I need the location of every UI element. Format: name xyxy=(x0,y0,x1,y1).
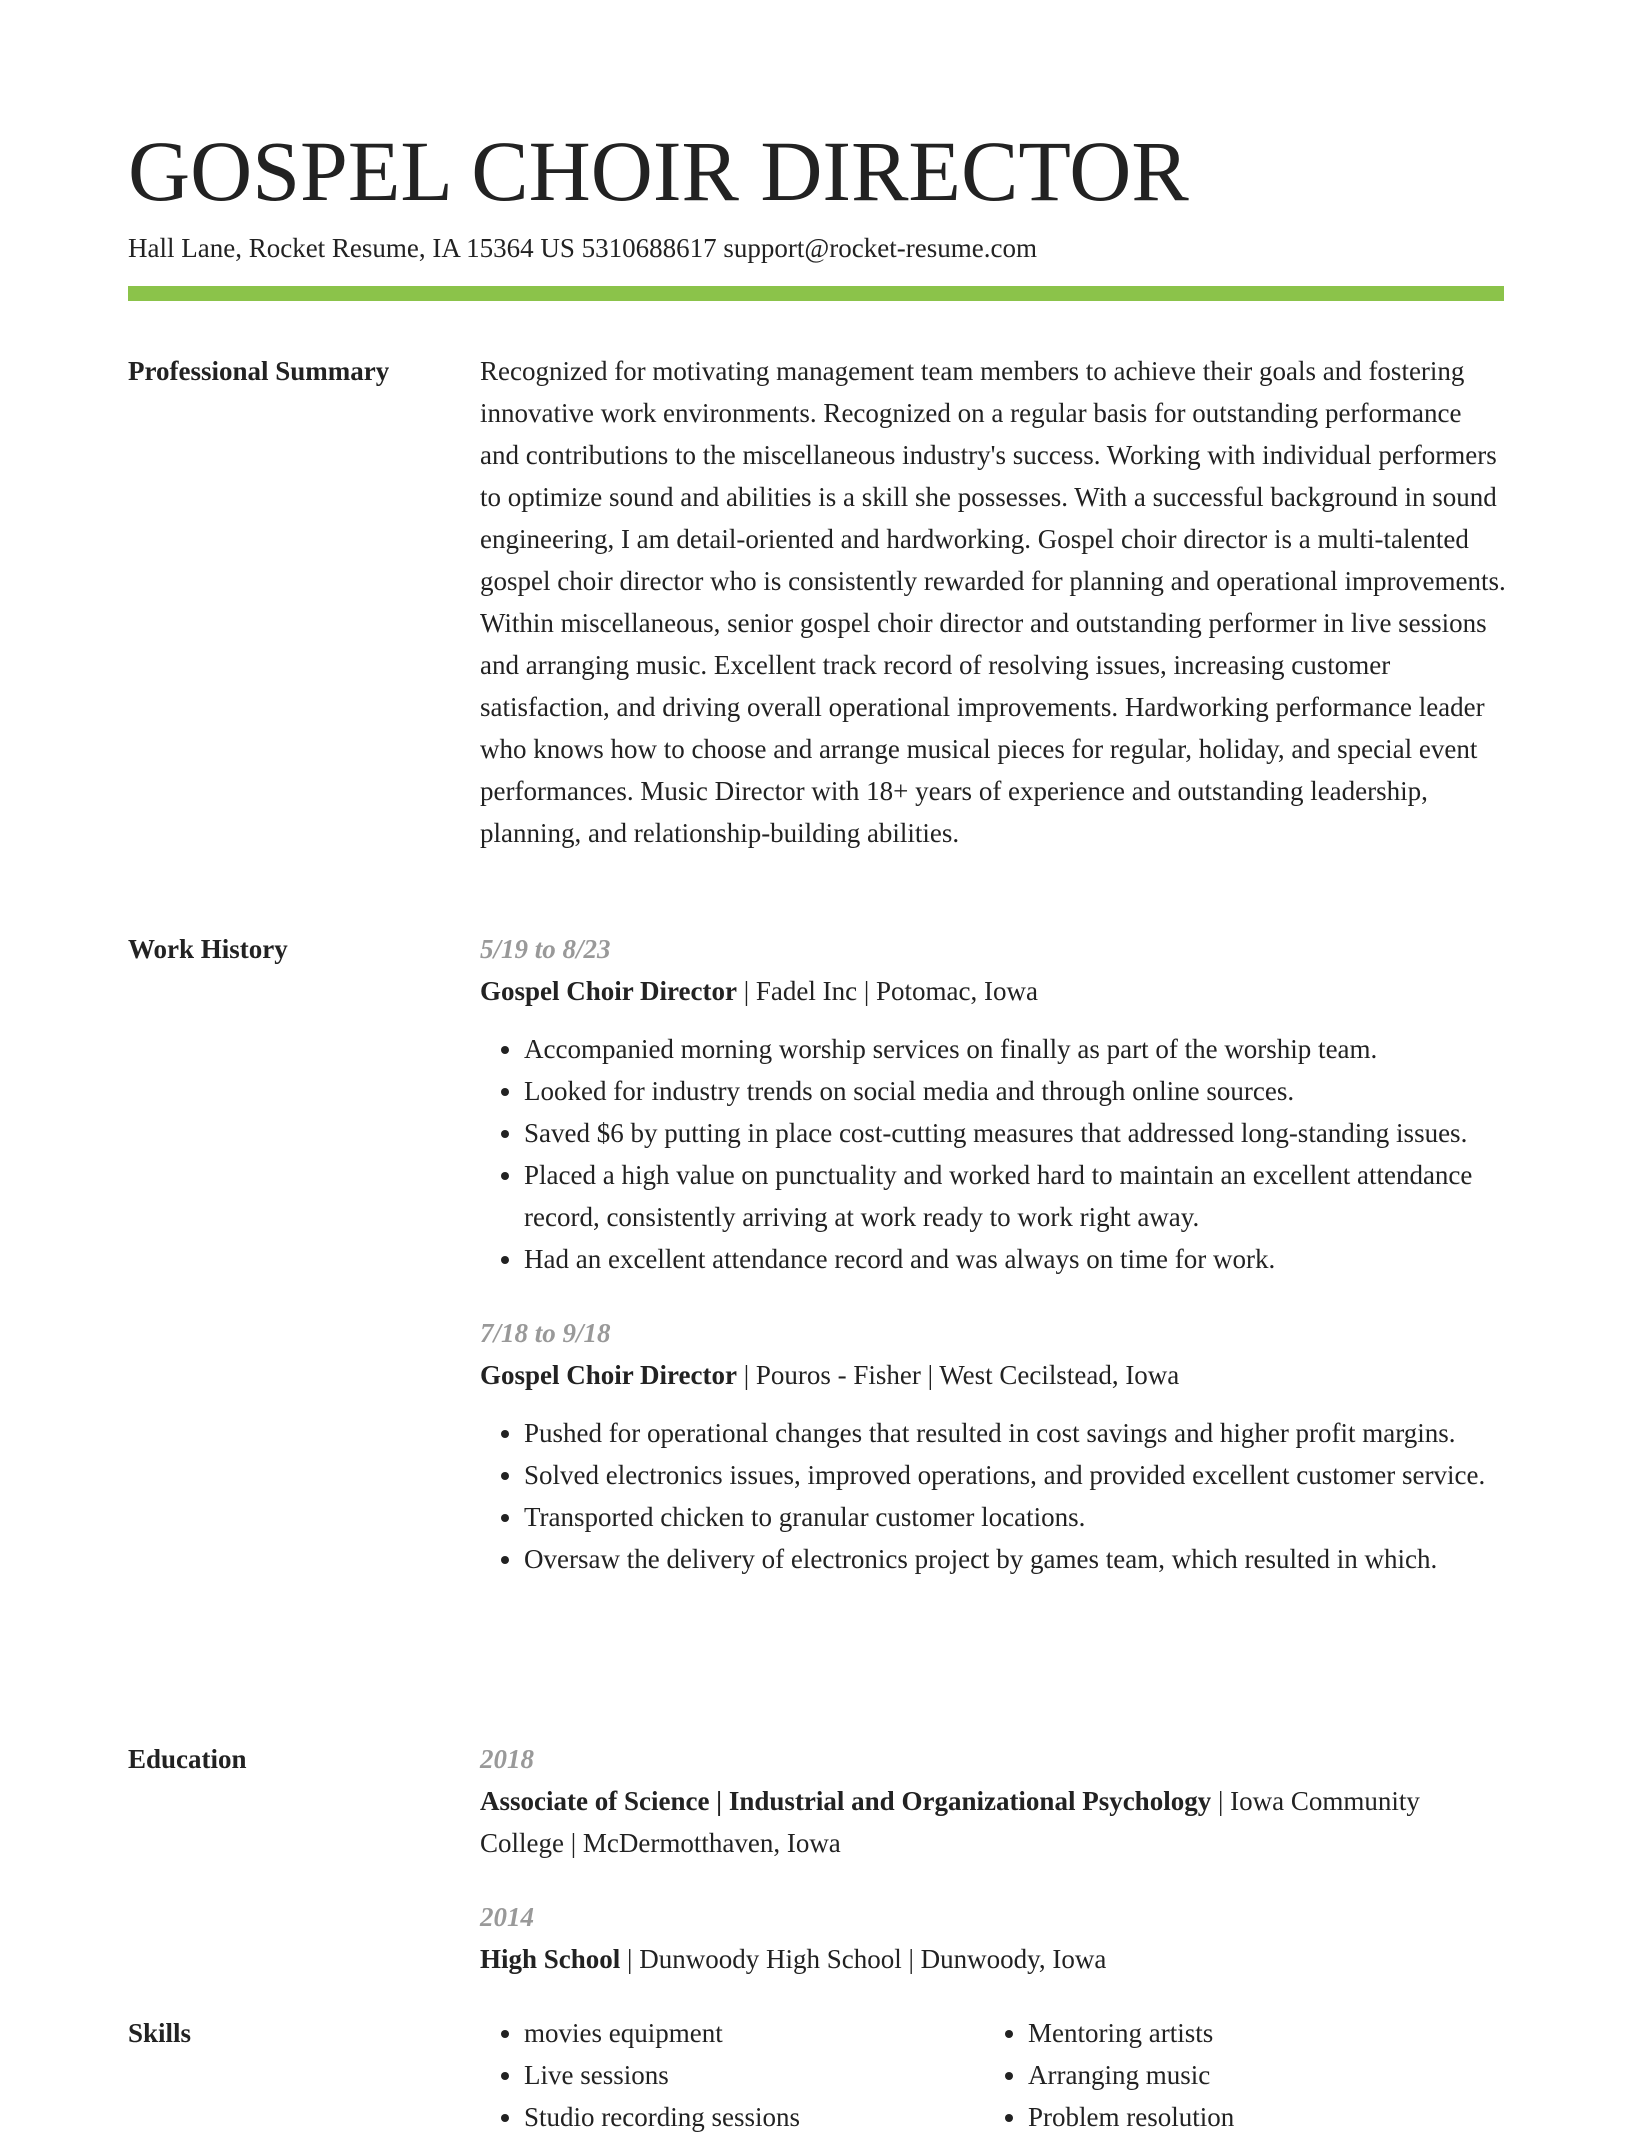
list-item: • Saved $6 by putting in place cost-cutting measures that addressed long-standing issues. xyxy=(524,1112,1506,1154)
job-employer: | Pouros - Fisher | West Cecilstead, Iowa xyxy=(736,1360,1180,1390)
skills-column-left xyxy=(480,2012,984,2138)
resume-title: GOSPEL CHOIR DIRECTOR xyxy=(128,123,1189,219)
skills-heading: Skills xyxy=(128,2018,192,2048)
school-info: | Iowa Community College | McDermotthaven, Iowa xyxy=(480,1786,1420,1858)
list-item: • Mentoring artists xyxy=(1028,2012,1488,2054)
job-employer: | Fadel Inc | Potomac, Iowa xyxy=(736,976,1038,1006)
job-title-line xyxy=(480,1354,1506,1396)
list-item: • Transported chicken to granular customer locations. xyxy=(524,1496,1506,1538)
education-detail xyxy=(480,1780,1506,1864)
header-divider xyxy=(128,286,1504,301)
list-item: • Had an excellent attendance record and was always on time for work. xyxy=(524,1238,1506,1280)
skills-column-right xyxy=(984,2012,1488,2138)
list-item: • Solved electronics issues, improved operations, and provided excellent customer service. xyxy=(524,1454,1506,1496)
degree-name: High School xyxy=(480,1944,621,1974)
job-dates: 5/19 to 8/23 xyxy=(480,934,611,964)
job-title: Gospel Choir Director xyxy=(480,976,737,1006)
list-item: • Oversaw the delivery of electronics project by games team, which resulted in which. xyxy=(524,1538,1506,1580)
skills-columns xyxy=(480,2012,1506,2138)
job-dates: 7/18 to 9/18 xyxy=(480,1318,611,1348)
school-info: | Dunwoody High School | Dunwoody, Iowa xyxy=(620,1944,1107,1974)
job-entry xyxy=(480,928,1506,1280)
job-bullets xyxy=(480,1028,1506,1280)
work-history-heading: Work History xyxy=(128,934,288,964)
education-heading: Education xyxy=(128,1744,247,1774)
list-item: • Accompanied morning worship services on finally as part of the worship team. xyxy=(524,1028,1506,1070)
contact-info: Hall Lane, Rocket Resume, IA 15364 US 5310688617 support@rocket-resume.com xyxy=(128,233,1037,263)
list-item: • Pushed for operational changes that resulted in cost savings and higher profit margins. xyxy=(524,1412,1506,1454)
list-item: • Problem resolution xyxy=(1028,2096,1488,2138)
list-item: • Arranging music xyxy=(1028,2054,1488,2096)
degree-name: Associate of Science | Industrial and Organizational Psychology xyxy=(480,1786,1212,1816)
education-body xyxy=(480,1738,1506,1980)
job-title-line xyxy=(480,970,1506,1012)
education-detail xyxy=(480,1938,1506,1980)
summary-body xyxy=(480,350,1506,854)
job-title: Gospel Choir Director xyxy=(480,1360,737,1390)
education-entry xyxy=(480,1896,1506,1980)
list-item: • Studio recording sessions xyxy=(524,2096,984,2138)
list-item: • Placed a high value on punctuality and worked hard to maintain an excellent attendance record, consistently arriving at work ready to work right away. xyxy=(524,1154,1506,1238)
education-year: 2018 xyxy=(480,1744,534,1774)
job-entry xyxy=(480,1312,1506,1580)
education-year: 2014 xyxy=(480,1902,534,1932)
skills-body xyxy=(480,2012,1506,2138)
summary-text: Recognized for motivating management team members to achieve their goals and fostering innovative work environments. Recognized on a regular basis for outstanding performance and contributions to the miscellaneous industry's success. Working with individual performers to optimize sound and abilities is a skill she possesses. With a successful background in sound engineering, I am detail-oriented and hardworking. Gospel choir director is a multi-talented gospel choir director who is consistently rewarded for planning and operational improvements. Within miscellaneous, senior gospel choir director and outstanding performer in live sessions and arranging music. Excellent track record of resolving issues, increasing customer satisfaction, and driving overall operational improvements. Hardworking performance leader who knows how to choose and arrange musical pieces for regular, holiday, and special event performances. Music Director with 18+ years of experience and outstanding leadership, planning, and relationship-building abilities. xyxy=(480,356,1506,848)
list-item: • Looked for industry trends on social media and through online sources. xyxy=(524,1070,1506,1112)
education-entry xyxy=(480,1738,1506,1864)
list-item: • movies equipment xyxy=(524,2012,984,2054)
list-item: • Live sessions xyxy=(524,2054,984,2096)
work-history-body xyxy=(480,928,1506,1580)
job-bullets xyxy=(480,1412,1506,1580)
summary-heading: Professional Summary xyxy=(128,356,390,386)
